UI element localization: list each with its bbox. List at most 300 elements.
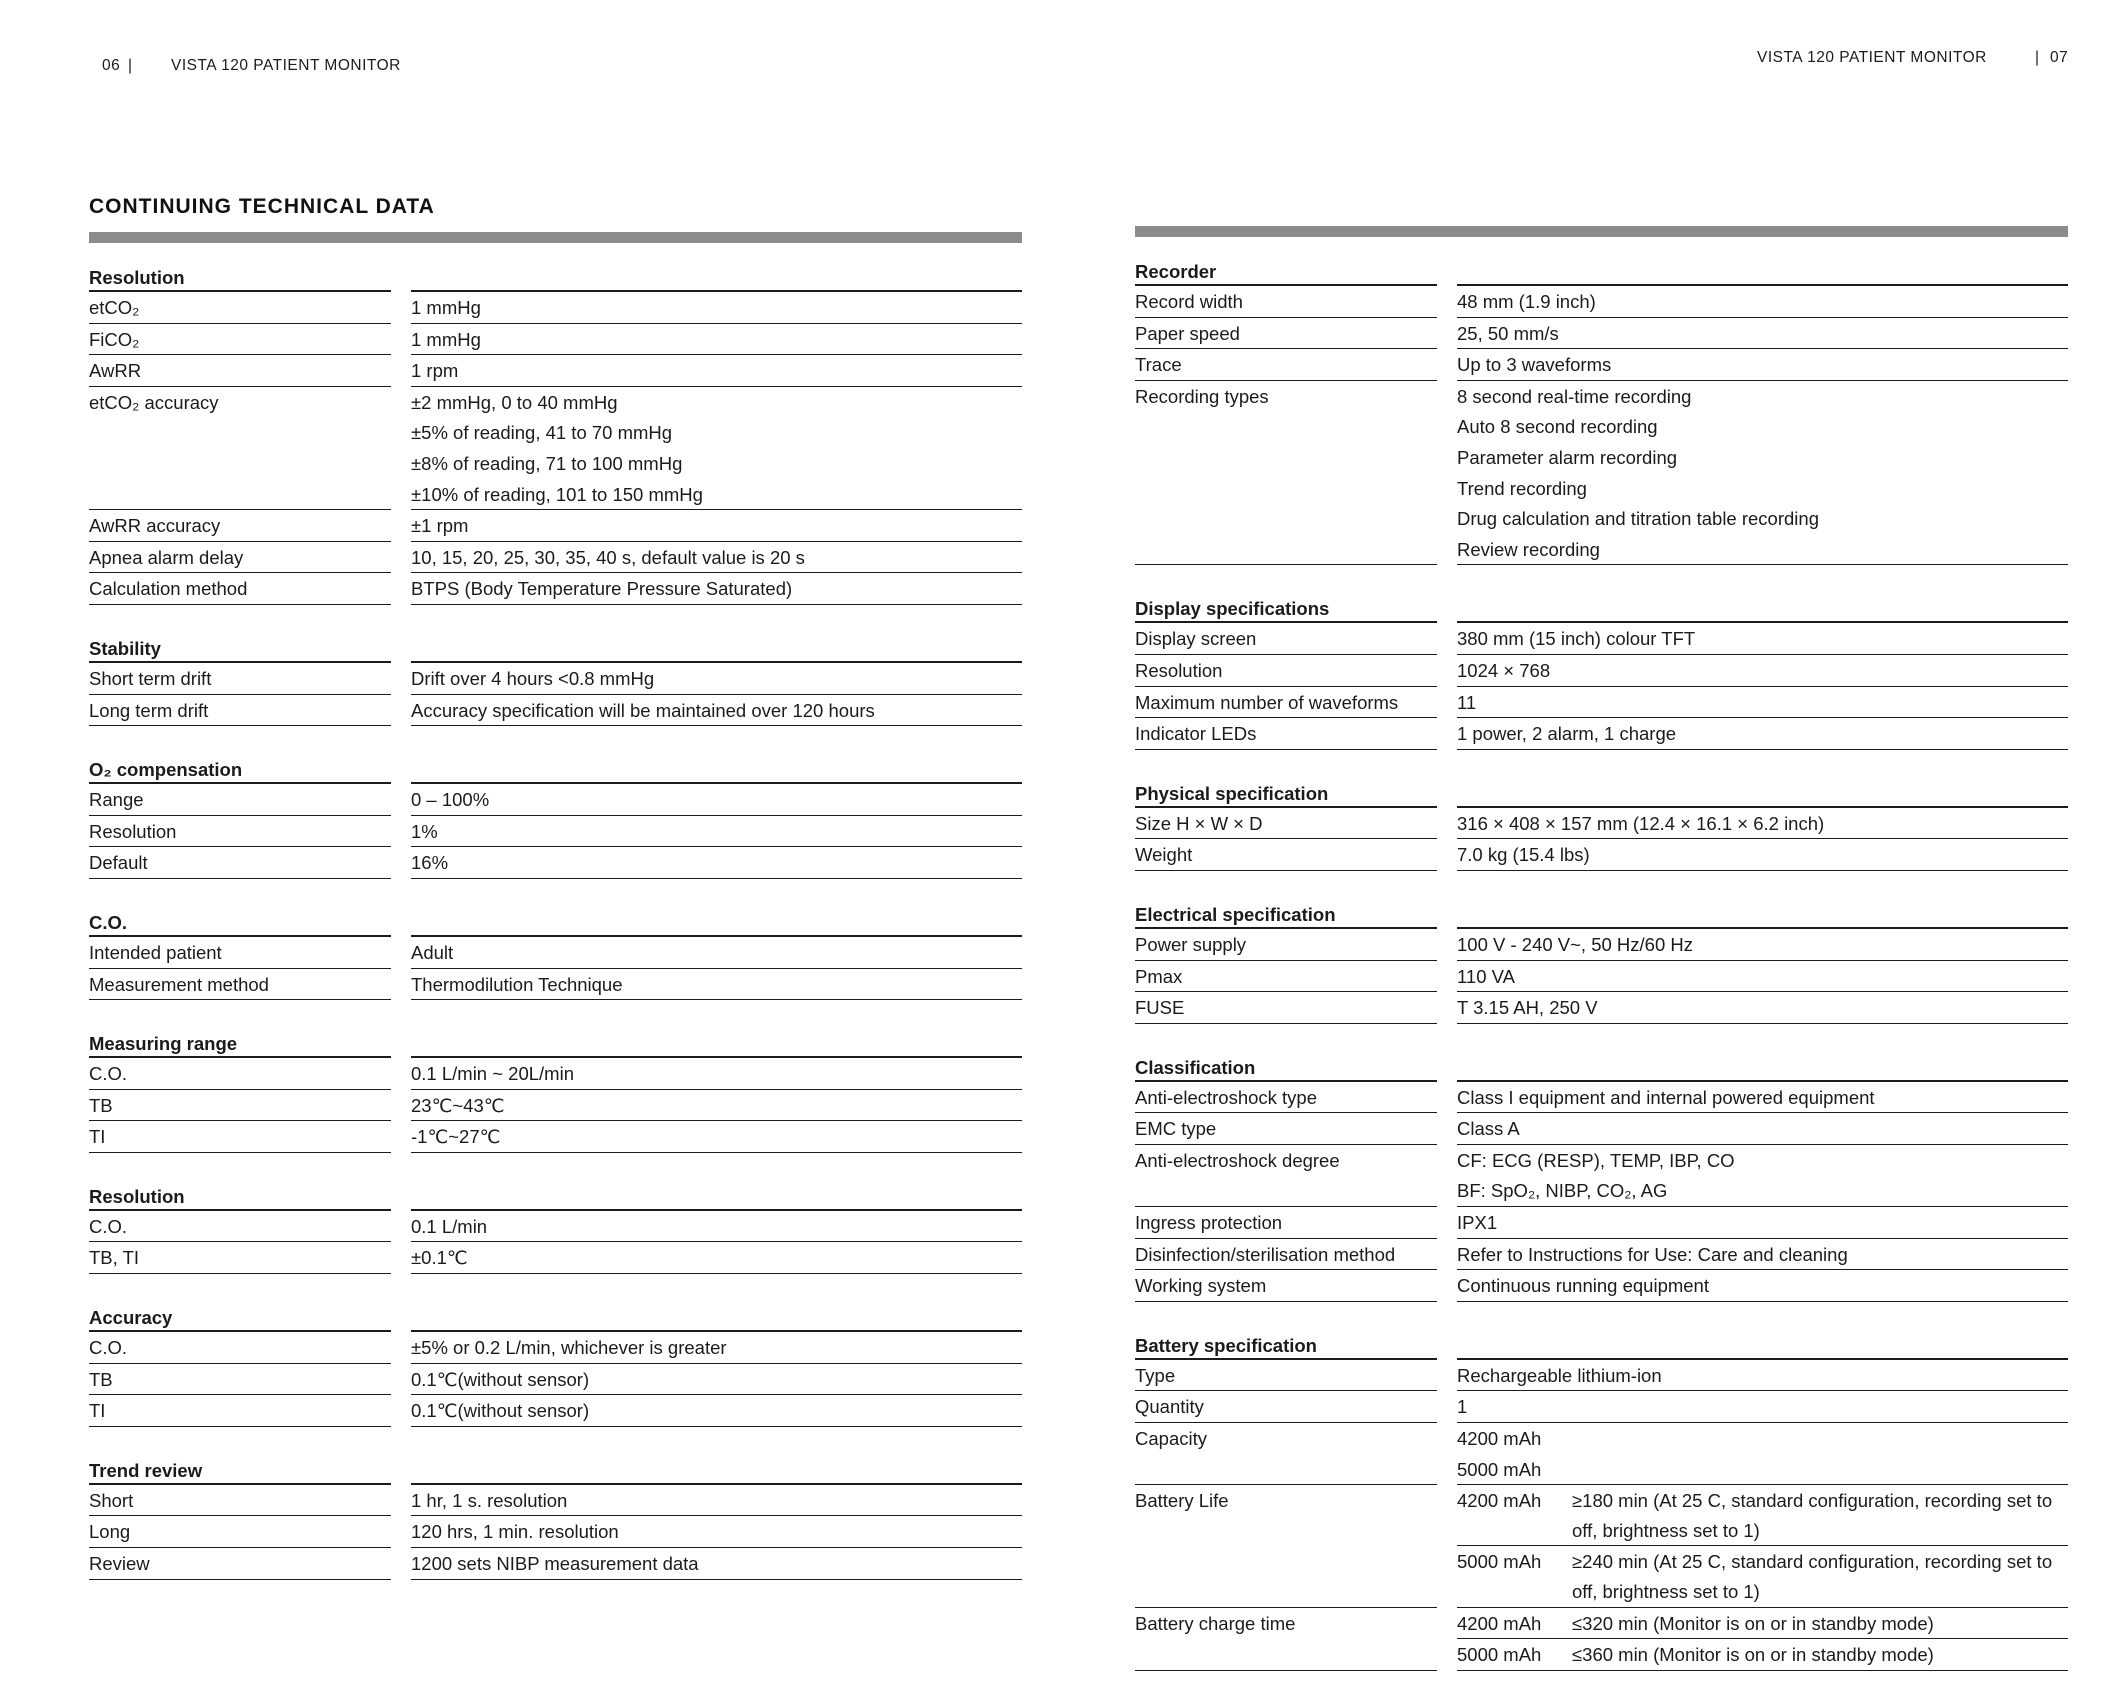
column-gap: [391, 1211, 411, 1243]
spec-label: C.O.: [89, 1058, 391, 1090]
column-gap: [391, 816, 411, 848]
section-title-cell: [1135, 901, 1437, 929]
column-gap: [1437, 1608, 1457, 1671]
column-gap: [1437, 286, 1457, 318]
spec-label: Type: [1135, 1360, 1437, 1392]
spec-value: 1 mmHg: [411, 328, 481, 350]
section-title-rule: [1457, 595, 2068, 623]
column-gap: [1437, 1485, 1457, 1607]
section-title-rule: [1457, 901, 2068, 929]
spec-value: Accuracy specification will be maintained over 120 hours: [411, 699, 875, 721]
spec-value-cell: [1457, 929, 2068, 961]
spec-value: [1457, 1608, 2068, 1639]
spec-row: [1135, 1485, 2068, 1607]
spec-label: Measurement method: [89, 969, 391, 1001]
section-title-cell: [1135, 1054, 1437, 1082]
spec-value: 1 rpm: [411, 360, 459, 382]
spec-row: [1135, 1360, 2068, 1392]
spec-value-cell: [1457, 1423, 2068, 1485]
spec-section: [89, 264, 1022, 605]
spec-value: 1 hr, 1 s. resolution: [411, 1489, 568, 1511]
section-title-rule: [411, 635, 1022, 663]
spec-label: TB, TI: [89, 1242, 391, 1274]
spec-value: 10, 15, 20, 25, 30, 35, 40 s, default value is 20 s: [411, 546, 805, 568]
spec-value-cell: [411, 969, 1022, 1001]
column-gap: [1437, 808, 1457, 840]
column-gap: [1437, 595, 1457, 623]
spec-label: Short: [89, 1485, 391, 1517]
column-gap: [391, 909, 411, 937]
section-title-cell: [89, 1457, 391, 1485]
column-gap: [1437, 1145, 1457, 1207]
spec-label: Resolution: [1135, 655, 1437, 687]
spec-value-cell: [1457, 1113, 2068, 1145]
column-gap: [1437, 929, 1457, 961]
spec-row: [89, 1211, 1022, 1243]
spec-value: 380 mm (15 inch) colour TFT: [1457, 628, 1696, 650]
section-title-rule: [411, 1030, 1022, 1058]
spec-value-cell: [1457, 839, 2068, 871]
spec-value: 1 mmHg: [411, 297, 481, 318]
spec-value: [1457, 1639, 2068, 1670]
spec-section: [89, 635, 1022, 726]
spec-value: 1024 × 768: [1457, 659, 1551, 681]
spec-row: [1135, 318, 2068, 350]
spec-value-cell: [411, 1364, 1022, 1396]
section-header: [89, 635, 1022, 663]
spec-value-cell: [1457, 623, 2068, 655]
column-gap: [391, 1395, 411, 1427]
spec-row: [1135, 349, 2068, 381]
column-gap: [391, 1457, 411, 1485]
spec-row: [89, 1395, 1022, 1427]
spec-value-group: [1457, 1608, 2068, 1640]
spec-row: [89, 937, 1022, 969]
section-title: Measuring range: [89, 1033, 238, 1055]
spec-label: C.O.: [89, 1211, 391, 1243]
spec-value: T 3.15 AH, 250 V: [1457, 997, 1598, 1019]
battery-capacity: 4200 mAh: [1457, 1612, 1542, 1634]
spec-value-group: [1457, 1639, 2068, 1671]
battery-detail: ≥180 min (At 25 C, standard configuration, recording set to off, brightness set to 1): [1572, 1490, 2053, 1541]
section-title: Recorder: [1135, 261, 1217, 282]
left-header-separator: |: [128, 57, 133, 74]
spec-value-cell: [411, 355, 1022, 387]
spec-value-groups: [1457, 1485, 2068, 1607]
spec-label: Range: [89, 784, 391, 816]
column-gap: [1437, 687, 1457, 719]
spec-value: ±0.1℃: [411, 1247, 468, 1269]
spec-value: Class A: [1457, 1118, 1520, 1140]
column-gap: [391, 1183, 411, 1211]
spec-value: 0.1℃(without sensor): [411, 1400, 590, 1422]
column-gap: [391, 756, 411, 784]
column-gap: [1437, 1360, 1457, 1392]
column-gap: [1437, 961, 1457, 993]
spec-value-cell: [411, 1516, 1022, 1548]
spec-row: [1135, 381, 2068, 566]
right-section-divider: [1135, 226, 2068, 237]
column-gap: [1437, 1113, 1457, 1145]
section-header: [89, 756, 1022, 784]
spec-value: 8 second real-time recording: [1457, 385, 1692, 407]
spec-row: [1135, 1082, 2068, 1114]
spec-label: Quantity: [1135, 1391, 1437, 1423]
column-gap: [391, 663, 411, 695]
column-gap: [391, 1058, 411, 1090]
section-title-cell: [89, 635, 391, 663]
section-title-cell: [89, 1183, 391, 1211]
spec-label: Apnea alarm delay: [89, 542, 391, 574]
column-gap: [391, 1332, 411, 1364]
spec-value: Class I equipment and internal powered equipment: [1457, 1086, 1875, 1108]
section-title-cell: [1135, 1332, 1437, 1360]
spec-row: [1135, 718, 2068, 750]
section-title-rule: [1457, 1332, 2068, 1360]
spec-label: TI: [89, 1121, 391, 1153]
spec-value: BTPS (Body Temperature Pressure Saturated): [411, 578, 793, 600]
spec-section: [1135, 1332, 2068, 1671]
spec-value: 0.1 L/min: [411, 1215, 488, 1237]
spec-value-cell: [411, 1485, 1022, 1517]
section-title-cell: [89, 756, 391, 784]
spec-value: Parameter alarm recording: [1457, 446, 1678, 468]
column-gap: [391, 387, 411, 510]
spec-value: Continuous running equipment: [1457, 1275, 1709, 1297]
spec-row: [89, 663, 1022, 695]
section-title: Resolution: [89, 1185, 185, 1207]
spec-row: [89, 1548, 1022, 1580]
spec-value: 1200 sets NIBP measurement data: [411, 1553, 699, 1575]
spec-row: [89, 573, 1022, 605]
spec-value: 16%: [411, 852, 449, 874]
spec-value-group: [1457, 1546, 2068, 1607]
right-header-title: VISTA 120 PATIENT MONITOR: [1757, 49, 1987, 66]
section-title: Trend review: [89, 1459, 203, 1481]
spec-value: ±5% or 0.2 L/min, whichever is greater: [411, 1337, 727, 1359]
column-gap: [1437, 318, 1457, 350]
spec-row: [89, 355, 1022, 387]
column-gap: [1437, 1207, 1457, 1239]
spec-value-cell: [411, 663, 1022, 695]
spec-value-cell: [1457, 718, 2068, 750]
spec-row: [1135, 1239, 2068, 1271]
spec-row: [89, 969, 1022, 1001]
spec-value-cell: [1457, 961, 2068, 993]
spec-value-cell: [411, 816, 1022, 848]
spec-value-cell: [411, 1395, 1022, 1427]
spec-value: CF: ECG (RESP), TEMP, IBP, CO: [1457, 1149, 1735, 1171]
spec-row: [1135, 1608, 2068, 1671]
column-gap: [391, 573, 411, 605]
spec-value: Drift over 4 hours <0.8 mmHg: [411, 667, 655, 689]
spec-value: 1: [1457, 1396, 1468, 1418]
spec-row: [89, 292, 1022, 324]
spec-row: [89, 1242, 1022, 1274]
spec-label: Ingress protection: [1135, 1207, 1437, 1239]
spec-label: Paper speed: [1135, 318, 1437, 350]
spec-label: Battery charge time: [1135, 1608, 1437, 1671]
spec-row: [89, 816, 1022, 848]
spec-value: [1457, 1485, 2068, 1545]
section-title-rule: [411, 1183, 1022, 1211]
spec-value-cell: [1457, 992, 2068, 1024]
column-gap: [391, 324, 411, 356]
section-title: O₂ compensation: [89, 759, 243, 781]
spec-section: [1135, 595, 2068, 749]
section-title-rule: [1457, 258, 2068, 286]
spec-value: ±10% of reading, 101 to 150 mmHg: [411, 483, 703, 505]
section-header: [1135, 595, 2068, 623]
section-title: C.O.: [89, 911, 128, 933]
spec-value: 25, 50 mm/s: [1457, 322, 1559, 344]
spec-value: ±2 mmHg, 0 to 40 mmHg: [411, 391, 618, 413]
spec-value-cell: [411, 1548, 1022, 1580]
spec-value: Drug calculation and titration table recording: [1457, 508, 1819, 530]
spec-value: BF: SpO₂, NIBP, CO₂, AG: [1457, 1180, 1668, 1202]
spec-value-cell: [411, 292, 1022, 324]
spec-value: ±5% of reading, 41 to 70 mmHg: [411, 422, 673, 444]
spec-label: Short term drift: [89, 663, 391, 695]
spec-row: [1135, 1423, 2068, 1485]
section-header: [1135, 258, 2068, 286]
spec-label: Long term drift: [89, 695, 391, 727]
spec-value-cell: [411, 573, 1022, 605]
left-section-divider: [89, 232, 1022, 243]
spec-value-cell: [1457, 349, 2068, 381]
column-gap: [1437, 623, 1457, 655]
column-gap: [391, 1548, 411, 1580]
section-title-rule: [1457, 1054, 2068, 1082]
spec-value-cell: [1457, 318, 2068, 350]
column-gap: [1437, 1332, 1457, 1360]
spec-label: Power supply: [1135, 929, 1437, 961]
spec-value: -1℃~27℃: [411, 1126, 501, 1148]
spec-value-cell: [411, 695, 1022, 727]
column-gap: [391, 784, 411, 816]
spec-label: TB: [89, 1090, 391, 1122]
spec-row: [89, 1485, 1022, 1517]
spec-row: [1135, 1113, 2068, 1145]
spec-value: 1%: [411, 820, 438, 842]
spec-section: [89, 1304, 1022, 1427]
spec-row: [1135, 1145, 2068, 1207]
spec-value-cell: [411, 387, 1022, 510]
column-gap: [391, 937, 411, 969]
column-gap: [391, 847, 411, 879]
spec-value: 48 mm (1.9 inch): [1457, 291, 1596, 312]
spec-value: 110 VA: [1457, 965, 1515, 987]
spec-label: Disinfection/sterilisation method: [1135, 1239, 1437, 1271]
section-header: [89, 909, 1022, 937]
spec-label: TI: [89, 1395, 391, 1427]
spec-value: 0.1℃(without sensor): [411, 1368, 590, 1390]
spec-value-cell: [1457, 687, 2068, 719]
spec-row: [1135, 1270, 2068, 1302]
spec-row: [89, 847, 1022, 879]
column-gap: [391, 1516, 411, 1548]
spec-row: [89, 1090, 1022, 1122]
spec-label: Long: [89, 1516, 391, 1548]
spec-value-cell: [411, 1058, 1022, 1090]
spec-row: [89, 387, 1022, 510]
section-header: [1135, 1332, 2068, 1360]
section-title-cell: [1135, 780, 1437, 808]
spec-value-cell: [411, 847, 1022, 879]
spec-value: 11: [1457, 691, 1477, 713]
section-title: Resolution: [89, 267, 185, 288]
spec-row: [1135, 929, 2068, 961]
spec-row: [1135, 808, 2068, 840]
spec-value: Adult: [411, 941, 454, 963]
spec-row: [89, 542, 1022, 574]
spec-row: [89, 695, 1022, 727]
spec-value-cell: [411, 510, 1022, 542]
spec-label: Resolution: [89, 816, 391, 848]
section-title: Stability: [89, 637, 161, 659]
spec-value: 100 V - 240 V~, 50 Hz/60 Hz: [1457, 933, 1694, 955]
spec-row: [89, 1364, 1022, 1396]
spec-row: [89, 1058, 1022, 1090]
spec-row: [1135, 655, 2068, 687]
column-gap: [1437, 1423, 1457, 1485]
spec-value: 1 power, 2 alarm, 1 charge: [1457, 723, 1677, 745]
spec-value: 120 hrs, 1 min. resolution: [411, 1521, 619, 1543]
spec-value-cell: [1457, 286, 2068, 318]
section-title-cell: [1135, 595, 1437, 623]
spec-label: AwRR accuracy: [89, 510, 391, 542]
spec-value: IPX1: [1457, 1212, 1498, 1234]
section-header: [1135, 1054, 2068, 1082]
spec-label: Intended patient: [89, 937, 391, 969]
spec-value: ±8% of reading, 71 to 100 mmHg: [411, 452, 683, 474]
spec-value: [1457, 1546, 2068, 1606]
spec-value-group: [1457, 1485, 2068, 1546]
battery-detail: ≥240 min (At 25 C, standard configuration, recording set to off, brightness set to 1): [1572, 1551, 2053, 1602]
spec-value-cell: [411, 1121, 1022, 1153]
spec-row: [89, 1516, 1022, 1548]
spec-value-groups: [1457, 1608, 2068, 1671]
section-title: Classification: [1135, 1056, 1256, 1078]
left-spec-column: [89, 264, 1022, 1610]
page-title: CONTINUING TECHNICAL DATA: [89, 195, 435, 218]
spec-section: [1135, 1054, 2068, 1302]
spec-value: 0.1 L/min ~ 20L/min: [411, 1063, 574, 1085]
column-gap: [1437, 1054, 1457, 1082]
spec-value-cell: [411, 324, 1022, 356]
column-gap: [391, 1364, 411, 1396]
column-gap: [1437, 258, 1457, 286]
spec-value-cell: [1457, 1082, 2068, 1114]
spec-section: [89, 756, 1022, 879]
spec-label: AwRR: [89, 355, 391, 387]
spec-row: [1135, 839, 2068, 871]
spec-row: [1135, 623, 2068, 655]
spec-section: [89, 1030, 1022, 1153]
spec-value-cell: [1457, 1360, 2068, 1392]
spec-value-cell: [411, 1211, 1022, 1243]
spec-label: Trace: [1135, 349, 1437, 381]
spec-label: Capacity: [1135, 1423, 1437, 1485]
battery-capacity: 4200 mAh: [1457, 1490, 1542, 1512]
section-title: Physical specification: [1135, 782, 1329, 804]
spec-label: Working system: [1135, 1270, 1437, 1302]
spec-value: 7.0 kg (15.4 lbs): [1457, 844, 1590, 866]
section-title-cell: [89, 909, 391, 937]
column-gap: [391, 1485, 411, 1517]
spec-row: [1135, 961, 2068, 993]
spec-section: [1135, 901, 2068, 1024]
spec-section: [89, 1183, 1022, 1274]
spec-label: Display screen: [1135, 623, 1437, 655]
spec-label: etCO₂ accuracy: [89, 387, 391, 510]
spec-value: 23℃~43℃: [411, 1094, 505, 1116]
spec-label: Size H × W × D: [1135, 808, 1437, 840]
section-title-rule: [1457, 780, 2068, 808]
section-header: [89, 1304, 1022, 1332]
spec-label: Review: [89, 1548, 391, 1580]
column-gap: [1437, 1270, 1457, 1302]
spec-value-cell: [411, 784, 1022, 816]
spec-section: [89, 909, 1022, 1000]
battery-detail: ≤320 min (Monitor is on or in standby mode): [1572, 1612, 1934, 1634]
section-title-rule: [411, 1457, 1022, 1485]
spec-label: TB: [89, 1364, 391, 1396]
spec-label: EMC type: [1135, 1113, 1437, 1145]
spec-section: [1135, 258, 2068, 565]
spec-label: Calculation method: [89, 573, 391, 605]
spec-value: Up to 3 waveforms: [1457, 354, 1612, 376]
spec-label: Recording types: [1135, 381, 1437, 566]
right-spec-column: [1135, 258, 2068, 1701]
section-title: Battery specification: [1135, 1334, 1317, 1356]
section-title-cell: [89, 1030, 391, 1058]
section-header: [1135, 780, 2068, 808]
spec-row: [89, 784, 1022, 816]
spec-section: [89, 1457, 1022, 1580]
spec-label: Maximum number of waveforms: [1135, 687, 1437, 719]
left-page-number: 06: [102, 57, 121, 74]
column-gap: [391, 542, 411, 574]
column-gap: [1437, 655, 1457, 687]
spec-row: [1135, 1207, 2068, 1239]
spec-value-cell: [1457, 381, 2068, 566]
spec-value-cell: [411, 1090, 1022, 1122]
spec-value: Auto 8 second recording: [1457, 416, 1658, 438]
spec-value: Rechargeable lithium-ion: [1457, 1364, 1662, 1386]
spec-label: FUSE: [1135, 992, 1437, 1024]
spec-value: 4200 mAh: [1457, 1428, 1542, 1450]
column-gap: [1437, 349, 1457, 381]
column-gap: [391, 510, 411, 542]
spec-row: [1135, 687, 2068, 719]
column-gap: [1437, 718, 1457, 750]
column-gap: [391, 292, 411, 324]
column-gap: [1437, 1082, 1457, 1114]
spec-label: Indicator LEDs: [1135, 718, 1437, 750]
spec-label: Anti-electroshock degree: [1135, 1145, 1437, 1207]
column-gap: [391, 1121, 411, 1153]
spec-row: [89, 1332, 1022, 1364]
section-header: [1135, 901, 2068, 929]
spec-row: [1135, 992, 2068, 1024]
section-header: [89, 1183, 1022, 1211]
battery-detail: ≤360 min (Monitor is on or in standby mode): [1572, 1644, 1934, 1666]
left-header-title: VISTA 120 PATIENT MONITOR: [171, 57, 401, 74]
spec-value: 316 × 408 × 157 mm (12.4 × 16.1 × 6.2 inch): [1457, 812, 1825, 834]
column-gap: [1437, 992, 1457, 1024]
spec-row: [89, 324, 1022, 356]
